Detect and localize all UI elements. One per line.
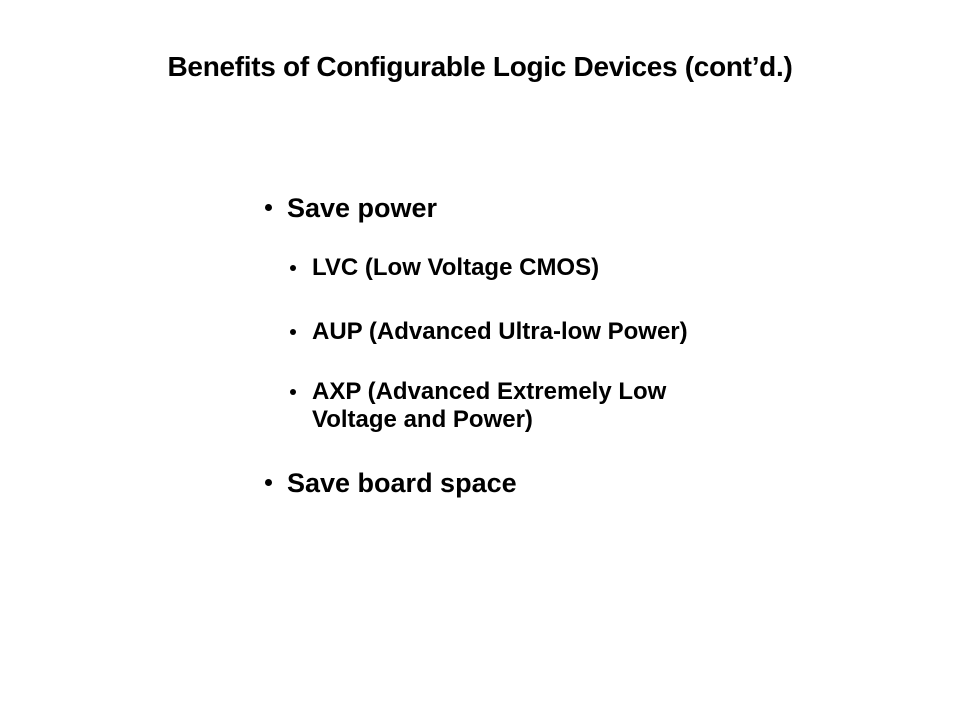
bullet-text: Save board space [287, 468, 517, 498]
bullet-text: LVC (Low Voltage CMOS) [312, 254, 600, 281]
bullet-text-block [312, 378, 666, 434]
bullet-icon [290, 389, 296, 395]
bullet-text-block [312, 254, 599, 282]
bullet-item-lvc [290, 254, 599, 282]
bullet-item-axp [290, 378, 666, 434]
bullet-item-aup [290, 318, 688, 346]
bullet-text: AUP (Advanced Ultra-low Power) [312, 318, 688, 345]
bullet-text: Save power [287, 193, 438, 223]
bullet-icon [265, 204, 272, 211]
bullet-text-block [287, 192, 437, 224]
bullet-icon [290, 329, 296, 335]
bullet-item-save-power [265, 192, 437, 224]
slide-title: Benefits of Configurable Logic Devices (cont’d.) [167, 51, 793, 82]
bullet-icon [265, 479, 272, 486]
bullet-text: AXP (Advanced Extremely Low [312, 378, 667, 405]
bullet-icon [290, 265, 296, 271]
bullet-text: Voltage and Power) [312, 406, 533, 433]
bullet-item-save-board-space [265, 467, 517, 499]
bullet-text-block [312, 318, 688, 346]
bullet-text-block [287, 467, 517, 499]
